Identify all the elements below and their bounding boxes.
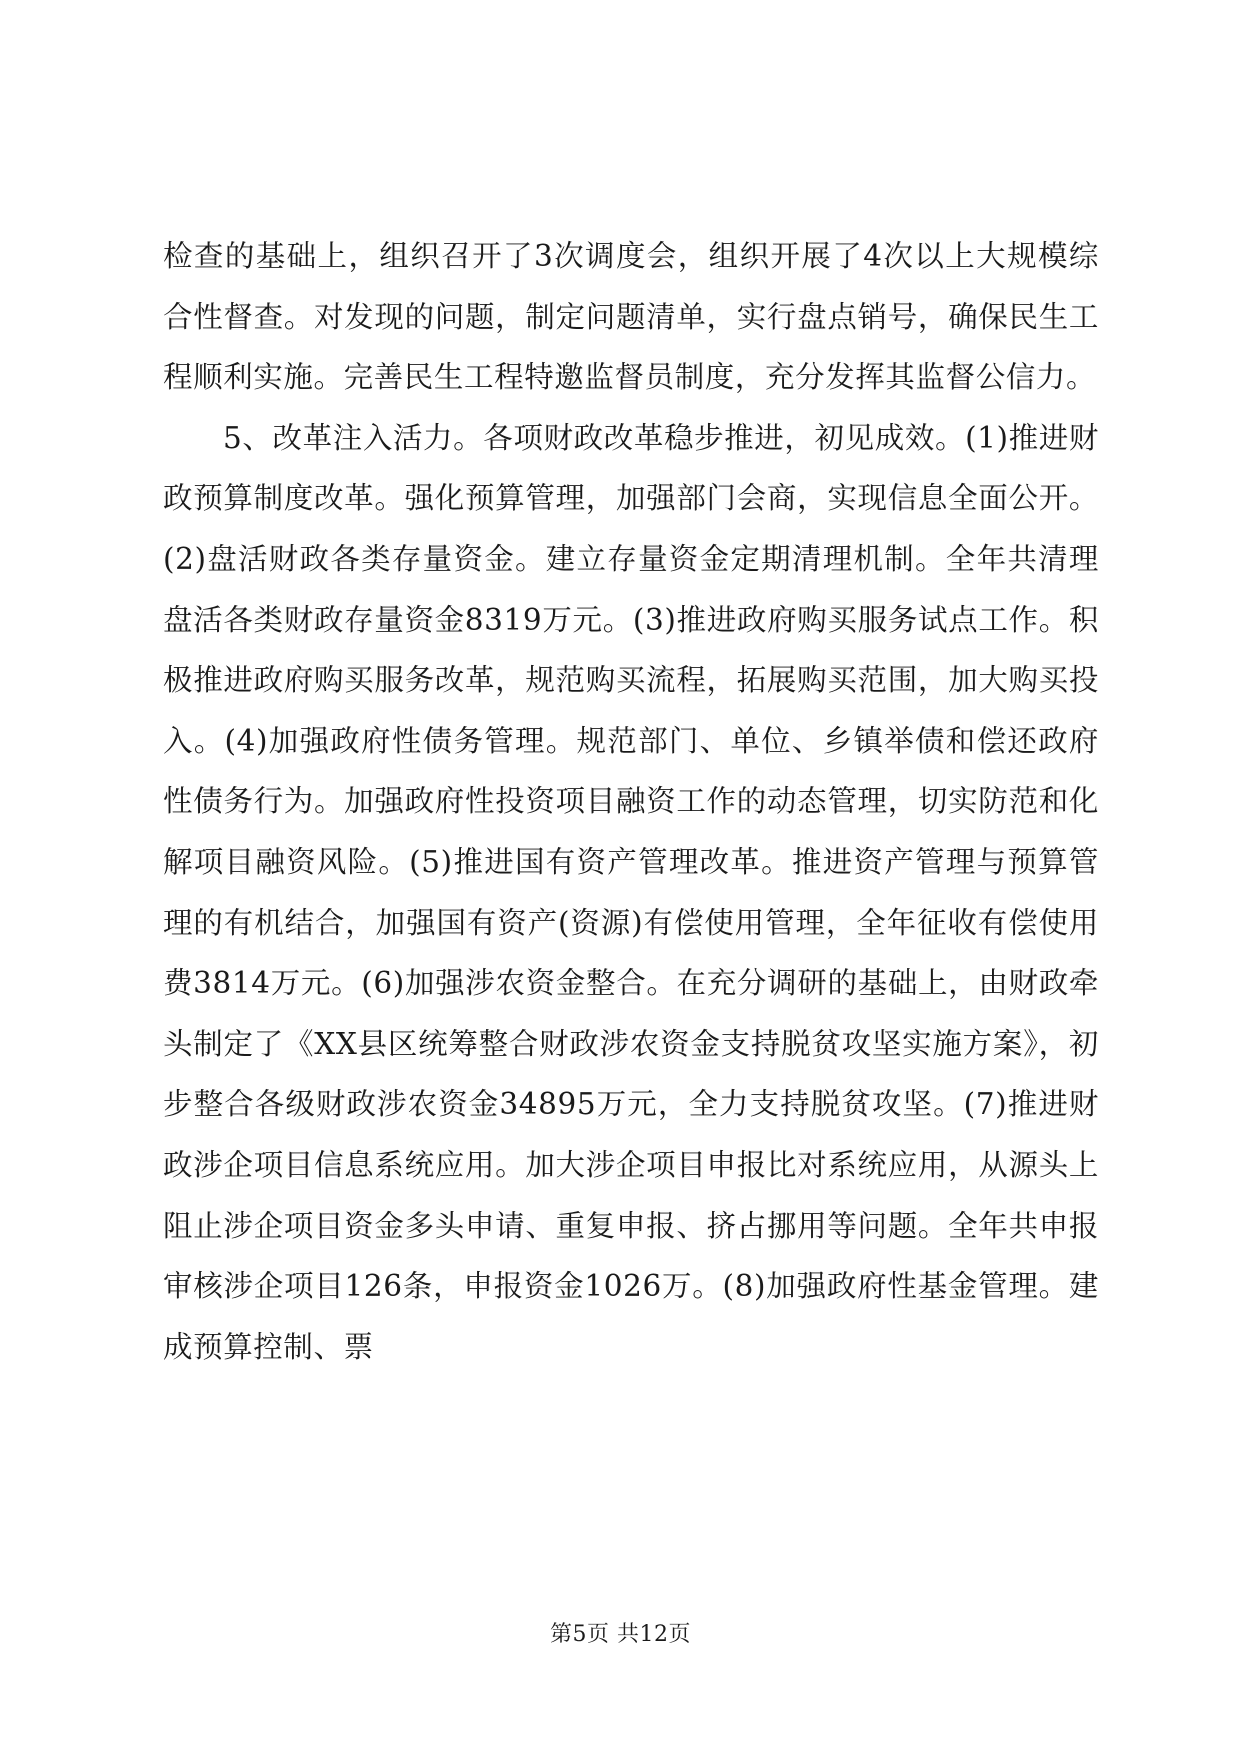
paragraph-continuation: 检查的基础上，组织召开了3次调度会，组织开展了4次以上大规模综合性督查。对发现的问题，制定问题清单，实行盘点销号，确保民生工程顺利实施。完善民生工程特邀监督员制度，充分发挥其监督公信力。 xyxy=(163,239,1099,395)
page-number-footer: 第5页 共12页 xyxy=(550,1622,691,1647)
paragraph-reform: 5、改革注入活力。各项财政改革稳步推进，初见成效。(1)推进财政预算制度改革。强化预算管理，加强部门会商，实现信息全面公开。(2)盘活财政各类存量资金。建立存量资金定期清理机制。全年共清理盘活各类财政存量资金8319万元。(3)推进政府购买服务试点工作。积极推进政府购买服务改革，规范购买流程，拓展购买范围，加大购买投入。(4)加强政府性债务管理。规范部门、单位、乡镇举债和偿还政府性债务行为。加强政府性投资项目融资工作的动态管理，切实防范和化解项目融资风险。(5)推进国有资产管理改革。推进资产管理与预算管理的有机结合，加强国有资产(资源)有偿使用管理，全年征收有偿使用费3814万元。(6)加强涉农资金整合。在充分调研的基础上，由财政牵头制定了《XX县区统筹整合财政涉农资金支持脱贫攻坚实施方案》，初步整合各级财政涉农资金34895万元，全力支持脱贫攻坚。(7)推进财政涉企项目信息系统应用。加大涉企项目申报比对系统应用，从源头上阻止涉企项目资金多头申请、重复申报、挤占挪用等问题。全年共申报审核涉企项目126条，申报资金1026万。(8)加强政府性基金管理。建成预算控制、票 xyxy=(163,420,1099,1364)
document-body xyxy=(163,226,1099,1377)
